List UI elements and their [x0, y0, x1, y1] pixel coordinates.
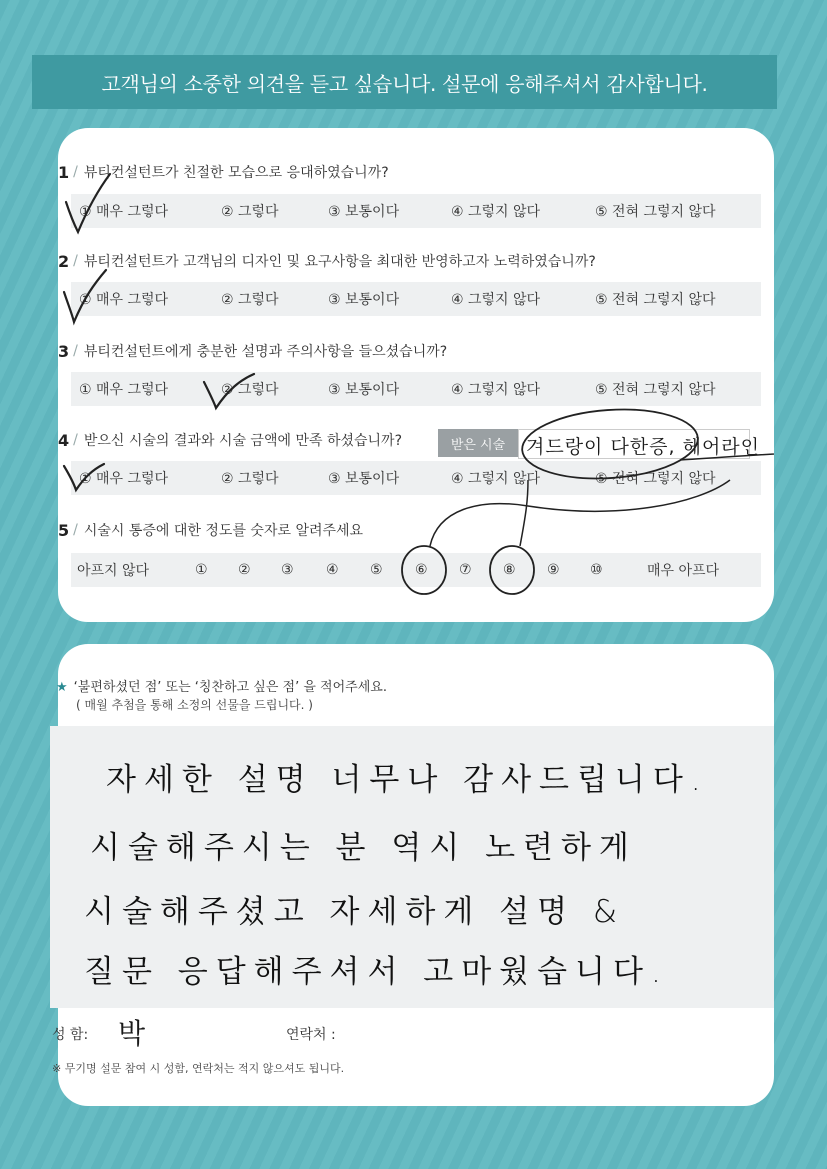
q1-option-2[interactable]: ② 그렇다	[221, 204, 279, 220]
comment-prompt: ★ ‘불편하셨던 점’ 또는 ‘칭찬하고 싶은 점’ 을 적어주세요.	[56, 680, 387, 695]
question-2-text: 뷰티컨설턴트가 고객님의 디자인 및 요구사항을 최대한 반영하고자 노력하였습니까?	[83, 254, 596, 270]
q2-option-2[interactable]: ② 그렇다	[221, 292, 279, 308]
pain-6[interactable]: ⑥	[415, 562, 428, 578]
question-5: 5 / 시술시 통증에 대한 정도를 숫자로 알려주세요	[58, 520, 364, 540]
comment-textarea[interactable]	[50, 726, 774, 1008]
q2-option-3[interactable]: ③ 보통이다	[328, 292, 400, 308]
pain-2[interactable]: ②	[238, 562, 251, 578]
question-2-options	[71, 282, 761, 316]
question-2: 2 / 뷰티컨설턴트가 고객님의 디자인 및 요구사항을 최대한 반영하고자 노력하였습니까?	[58, 251, 596, 271]
pain-10[interactable]: ⑩	[590, 562, 603, 578]
q3-option-2[interactable]: ② 그렇다	[221, 382, 279, 398]
pain-low-label: 아프지 않다	[77, 563, 150, 579]
q1-option-5[interactable]: ⑤ 전혀 그렇지 않다	[595, 204, 716, 220]
q4-option-5[interactable]: ⑤ 전혀 그렇지 않다	[595, 471, 716, 487]
name-label: 성 함:	[52, 1027, 89, 1043]
q4-option-4[interactable]: ④ 그렇지 않다	[451, 471, 541, 487]
pain-5[interactable]: ⑤	[370, 562, 383, 578]
q1-option-3[interactable]: ③ 보통이다	[328, 204, 400, 220]
q3-option-5[interactable]: ⑤ 전혀 그렇지 않다	[595, 382, 716, 398]
comment-card	[52, 644, 774, 1106]
pain-1[interactable]: ①	[195, 562, 208, 578]
survey-banner: 고객님의 소중한 의견을 듣고 싶습니다. 설문에 응해주셔서 감사합니다.	[32, 55, 777, 109]
comment-line-3: 시술해주셨고 자세하게 설명 &	[84, 894, 626, 930]
question-3: 3 / 뷰티컨설턴트에게 충분한 설명과 주의사항을 들으셨습니까?	[58, 341, 448, 361]
question-4-options	[71, 461, 761, 495]
contact-input[interactable]	[348, 1020, 748, 1042]
treatment-handwritten: 겨드랑이 다한증, 헤어라인	[526, 436, 761, 458]
q1-option-4[interactable]: ④ 그렇지 않다	[451, 204, 541, 220]
question-5-text: 시술시 통증에 대한 정도를 숫자로 알려주세요	[83, 523, 364, 539]
question-3-text: 뷰티컨설턴트에게 충분한 설명과 주의사항을 들으셨습니까?	[83, 344, 448, 360]
pain-9[interactable]: ⑨	[547, 562, 560, 578]
q2-option-1[interactable]: ① 매우 그렇다	[79, 292, 169, 308]
q2-option-4[interactable]: ④ 그렇지 않다	[451, 292, 541, 308]
comment-line-2: 시술해주시는 분 역시 노련하게	[90, 830, 637, 866]
q2-option-5[interactable]: ⑤ 전혀 그렇지 않다	[595, 292, 716, 308]
question-1-text: 뷰티컨설턴트가 친절한 모습으로 응대하였습니까?	[83, 165, 389, 181]
q4-option-2[interactable]: ② 그렇다	[221, 471, 279, 487]
pain-8[interactable]: ⑧	[503, 562, 516, 578]
treatment-label: 받은 시술	[438, 429, 518, 457]
pain-3[interactable]: ③	[281, 562, 294, 578]
question-3-options	[71, 372, 761, 406]
pain-7[interactable]: ⑦	[459, 562, 472, 578]
q3-option-3[interactable]: ③ 보통이다	[328, 382, 400, 398]
question-4-text: 받으신 시술의 결과와 시술 금액에 만족 하셨습니까?	[83, 433, 402, 449]
anonymous-note: ※ 무기명 설문 참여 시 성함, 연락처는 적지 않으셔도 됩니다.	[52, 1062, 345, 1075]
survey-questions-card	[58, 128, 774, 622]
comment-line-4: 질문 응답해주셔서 고마웠습니다.	[84, 954, 669, 990]
contact-label: 연락처 :	[286, 1027, 336, 1043]
q4-option-3[interactable]: ③ 보통이다	[328, 471, 400, 487]
name-value[interactable]: 박	[118, 1017, 146, 1050]
q1-option-1[interactable]: ① 매우 그렇다	[79, 204, 169, 220]
pain-high-label: 매우 아프다	[647, 563, 720, 579]
pain-scale-row	[71, 553, 761, 587]
star-icon: ★	[56, 680, 68, 695]
comment-line-1: 자세한 설명 너무나 감사드립니다.	[106, 762, 709, 798]
pain-4[interactable]: ④	[326, 562, 339, 578]
q3-option-1[interactable]: ① 매우 그렇다	[79, 382, 169, 398]
comment-subprompt: ( 매월 추첨을 통해 소정의 선물을 드립니다. )	[76, 698, 313, 712]
q3-option-4[interactable]: ④ 그렇지 않다	[451, 382, 541, 398]
question-4: 4 / 받으신 시술의 결과와 시술 금액에 만족 하셨습니까?	[58, 430, 402, 450]
question-1-options	[71, 194, 761, 228]
q4-option-1[interactable]: ① 매우 그렇다	[79, 471, 169, 487]
question-1: 1 / 뷰티컨설턴트가 친절한 모습으로 응대하였습니까?	[58, 162, 389, 182]
